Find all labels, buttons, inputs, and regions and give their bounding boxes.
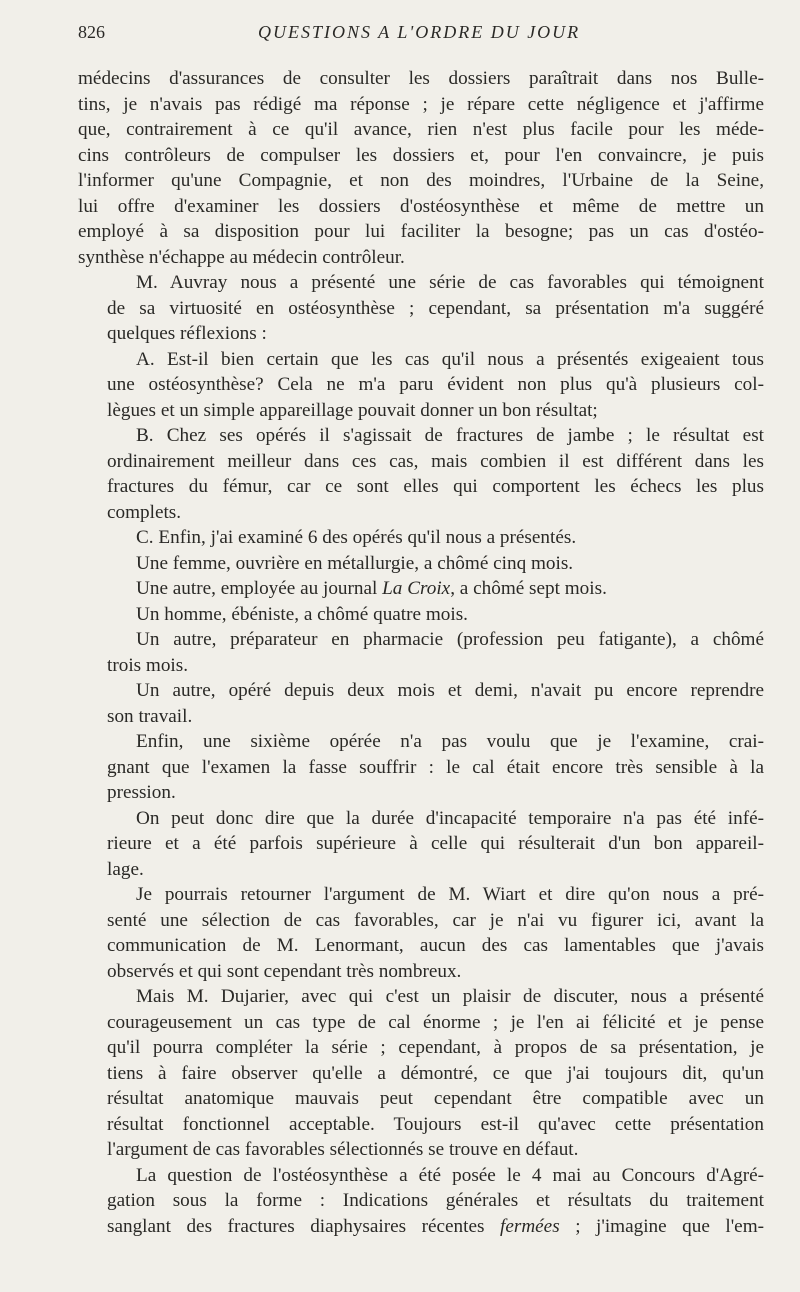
text-line: A. Est-il bien certain que les cas qu'il nous a présentés exigeaient tous: [136, 348, 764, 370]
text-line: lui offre d'examiner les dossiers d'ostéosynthèse et même de mettre un: [78, 195, 764, 217]
text-line: complets.: [107, 501, 182, 523]
text-line: que, contrairement à ce qu'il avance, rien n'est plus facile pour les méde-: [78, 119, 764, 140]
paragraph: [78, 602, 764, 628]
paragraph: [78, 525, 764, 551]
running-title: QUESTIONS A L'ORDRE DU JOUR: [258, 22, 581, 42]
text-line: son travail.: [107, 705, 193, 727]
page-header: [78, 22, 760, 52]
text-line: cins contrôleurs de compulser les dossiers et, pour l'en convaincre, je puis: [78, 144, 764, 166]
text-line: médecins d'assurances de consulter les dossiers paraîtrait dans nos Bulle-: [78, 68, 764, 89]
emphasis-word: fermées: [500, 1215, 560, 1237]
text-line: tins, je n'avais pas rédigé ma réponse ; je répare cette négligence et j'affirme: [78, 93, 764, 115]
paragraph: [78, 882, 764, 984]
paragraph: [78, 66, 764, 270]
text-line: On peut donc dire que la durée d'incapacité temporaire n'a pas été infé-: [136, 807, 764, 829]
journal-title: La Croix: [382, 578, 451, 599]
text-line: de sa virtuosité en ostéosynthèse ; cependant, sa présentation m'a suggéré: [107, 297, 764, 319]
text-line: Je pourrais retourner l'argument de M. Wiart et dire qu'on nous a pré-: [136, 884, 764, 905]
paragraph: [78, 576, 764, 602]
paragraph: [78, 1163, 764, 1240]
text-line: B. Chez ses opérés il s'agissait de fractures de jambe ; le résultat est: [136, 425, 764, 446]
paragraph: [78, 270, 764, 347]
text-fragment: ; j'imagine que l'em-: [559, 1215, 765, 1237]
page-number: 826: [78, 22, 105, 42]
text-line: fractures du fémur, car ce sont elles qui comportent les échecs les plus: [107, 476, 764, 497]
text-line: lègues et un simple appareillage pouvait donner un bon résultat;: [107, 399, 598, 421]
text-line: senté une sélection de cas favorables, car je n'ai vu figurer ici, avant la: [107, 909, 764, 931]
text-fragment: , a chômé sept mois.: [450, 578, 607, 599]
text-line: gation sous la forme : Indications générales et résultats du traitement: [107, 1190, 764, 1211]
text-line: tiens à faire observer qu'elle a démontré, ce que j'ai toujours dit, qu'un: [107, 1062, 764, 1084]
text-line: résultat anatomique mauvais peut cependant être compatible avec un: [107, 1088, 764, 1109]
text-line: rieure et a été parfois supérieure à celle qui résulterait d'un bon appareil-: [107, 833, 764, 854]
paragraph: [78, 984, 764, 1163]
body-text: [78, 66, 764, 1239]
text-line: lage.: [107, 858, 144, 880]
paragraph: [78, 678, 764, 729]
text-line: l'argument de cas favorables sélectionnés se trouve en défaut.: [107, 1139, 579, 1160]
text-line: employé à sa disposition pour lui faciliter la besogne; pas un cas d'ostéo-: [78, 221, 764, 242]
text-fragment: sanglant des fractures diaphysaires récentes: [107, 1215, 485, 1237]
text-line: [78, 576, 764, 602]
text-line: qu'il pourra compléter la série ; cependant, à propos de sa présentation, je: [107, 1037, 764, 1058]
paragraph: [78, 627, 764, 678]
text-line: quelques réflexions :: [107, 323, 267, 344]
text-line: Une femme, ouvrière en métallurgie, a chômé cinq mois.: [136, 552, 574, 574]
text-line: Un homme, ébéniste, a chômé quatre mois.: [136, 603, 468, 625]
paragraph: [78, 347, 764, 424]
text-line: C. Enfin, j'ai examiné 6 des opérés qu'il nous a présentés.: [136, 527, 577, 548]
text-line: courageusement un cas type de cal énorme ; je l'en ai félicité et je pense: [107, 1011, 764, 1033]
text-line: trois mois.: [107, 654, 189, 676]
paragraph: [78, 551, 764, 577]
paragraph: [78, 729, 764, 806]
text-line: Un autre, opéré depuis deux mois et demi, n'avait pu encore reprendre: [136, 680, 764, 701]
text-line: synthèse n'échappe au médecin contrôleur.: [78, 246, 405, 268]
text-line: l'informer qu'une Compagnie, et non des moindres, l'Urbaine de la Seine,: [78, 170, 764, 191]
text-line: Enfin, une sixième opérée n'a pas voulu que je l'examine, crai-: [136, 731, 764, 752]
text-fragment: Une autre, employée au journal: [136, 578, 378, 599]
paragraph: [78, 423, 764, 525]
text-line: La question de l'ostéosynthèse a été posée le 4 mai au Concours d'Agré-: [136, 1164, 764, 1186]
text-line: résultat fonctionnel acceptable. Toujours est-il qu'avec cette présentation: [107, 1113, 764, 1135]
paragraph: [78, 806, 764, 883]
text-line: M. Auvray nous a présenté une série de cas favorables qui témoignent: [136, 272, 764, 293]
text-line: Mais M. Dujarier, avec qui c'est un plaisir de discuter, nous a présenté: [136, 986, 764, 1007]
text-line: observés et qui sont cependant très nombreux.: [107, 960, 462, 982]
text-line: Un autre, préparateur en pharmacie (profession peu fatigante), a chômé: [136, 629, 764, 650]
text-line: [78, 1214, 764, 1240]
text-line: communication de M. Lenormant, aucun des cas lamentables que j'avais: [107, 935, 764, 956]
text-line: gnant que l'examen la fasse souffrir : le cal était encore très sensible à la: [107, 756, 764, 778]
text-line: une ostéosynthèse? Cela ne m'a paru évident non plus qu'à plusieurs col-: [107, 374, 764, 395]
text-line: ordinairement meilleur dans ces cas, mais combien il est différent dans les: [107, 450, 764, 472]
text-line: pression.: [107, 782, 176, 803]
